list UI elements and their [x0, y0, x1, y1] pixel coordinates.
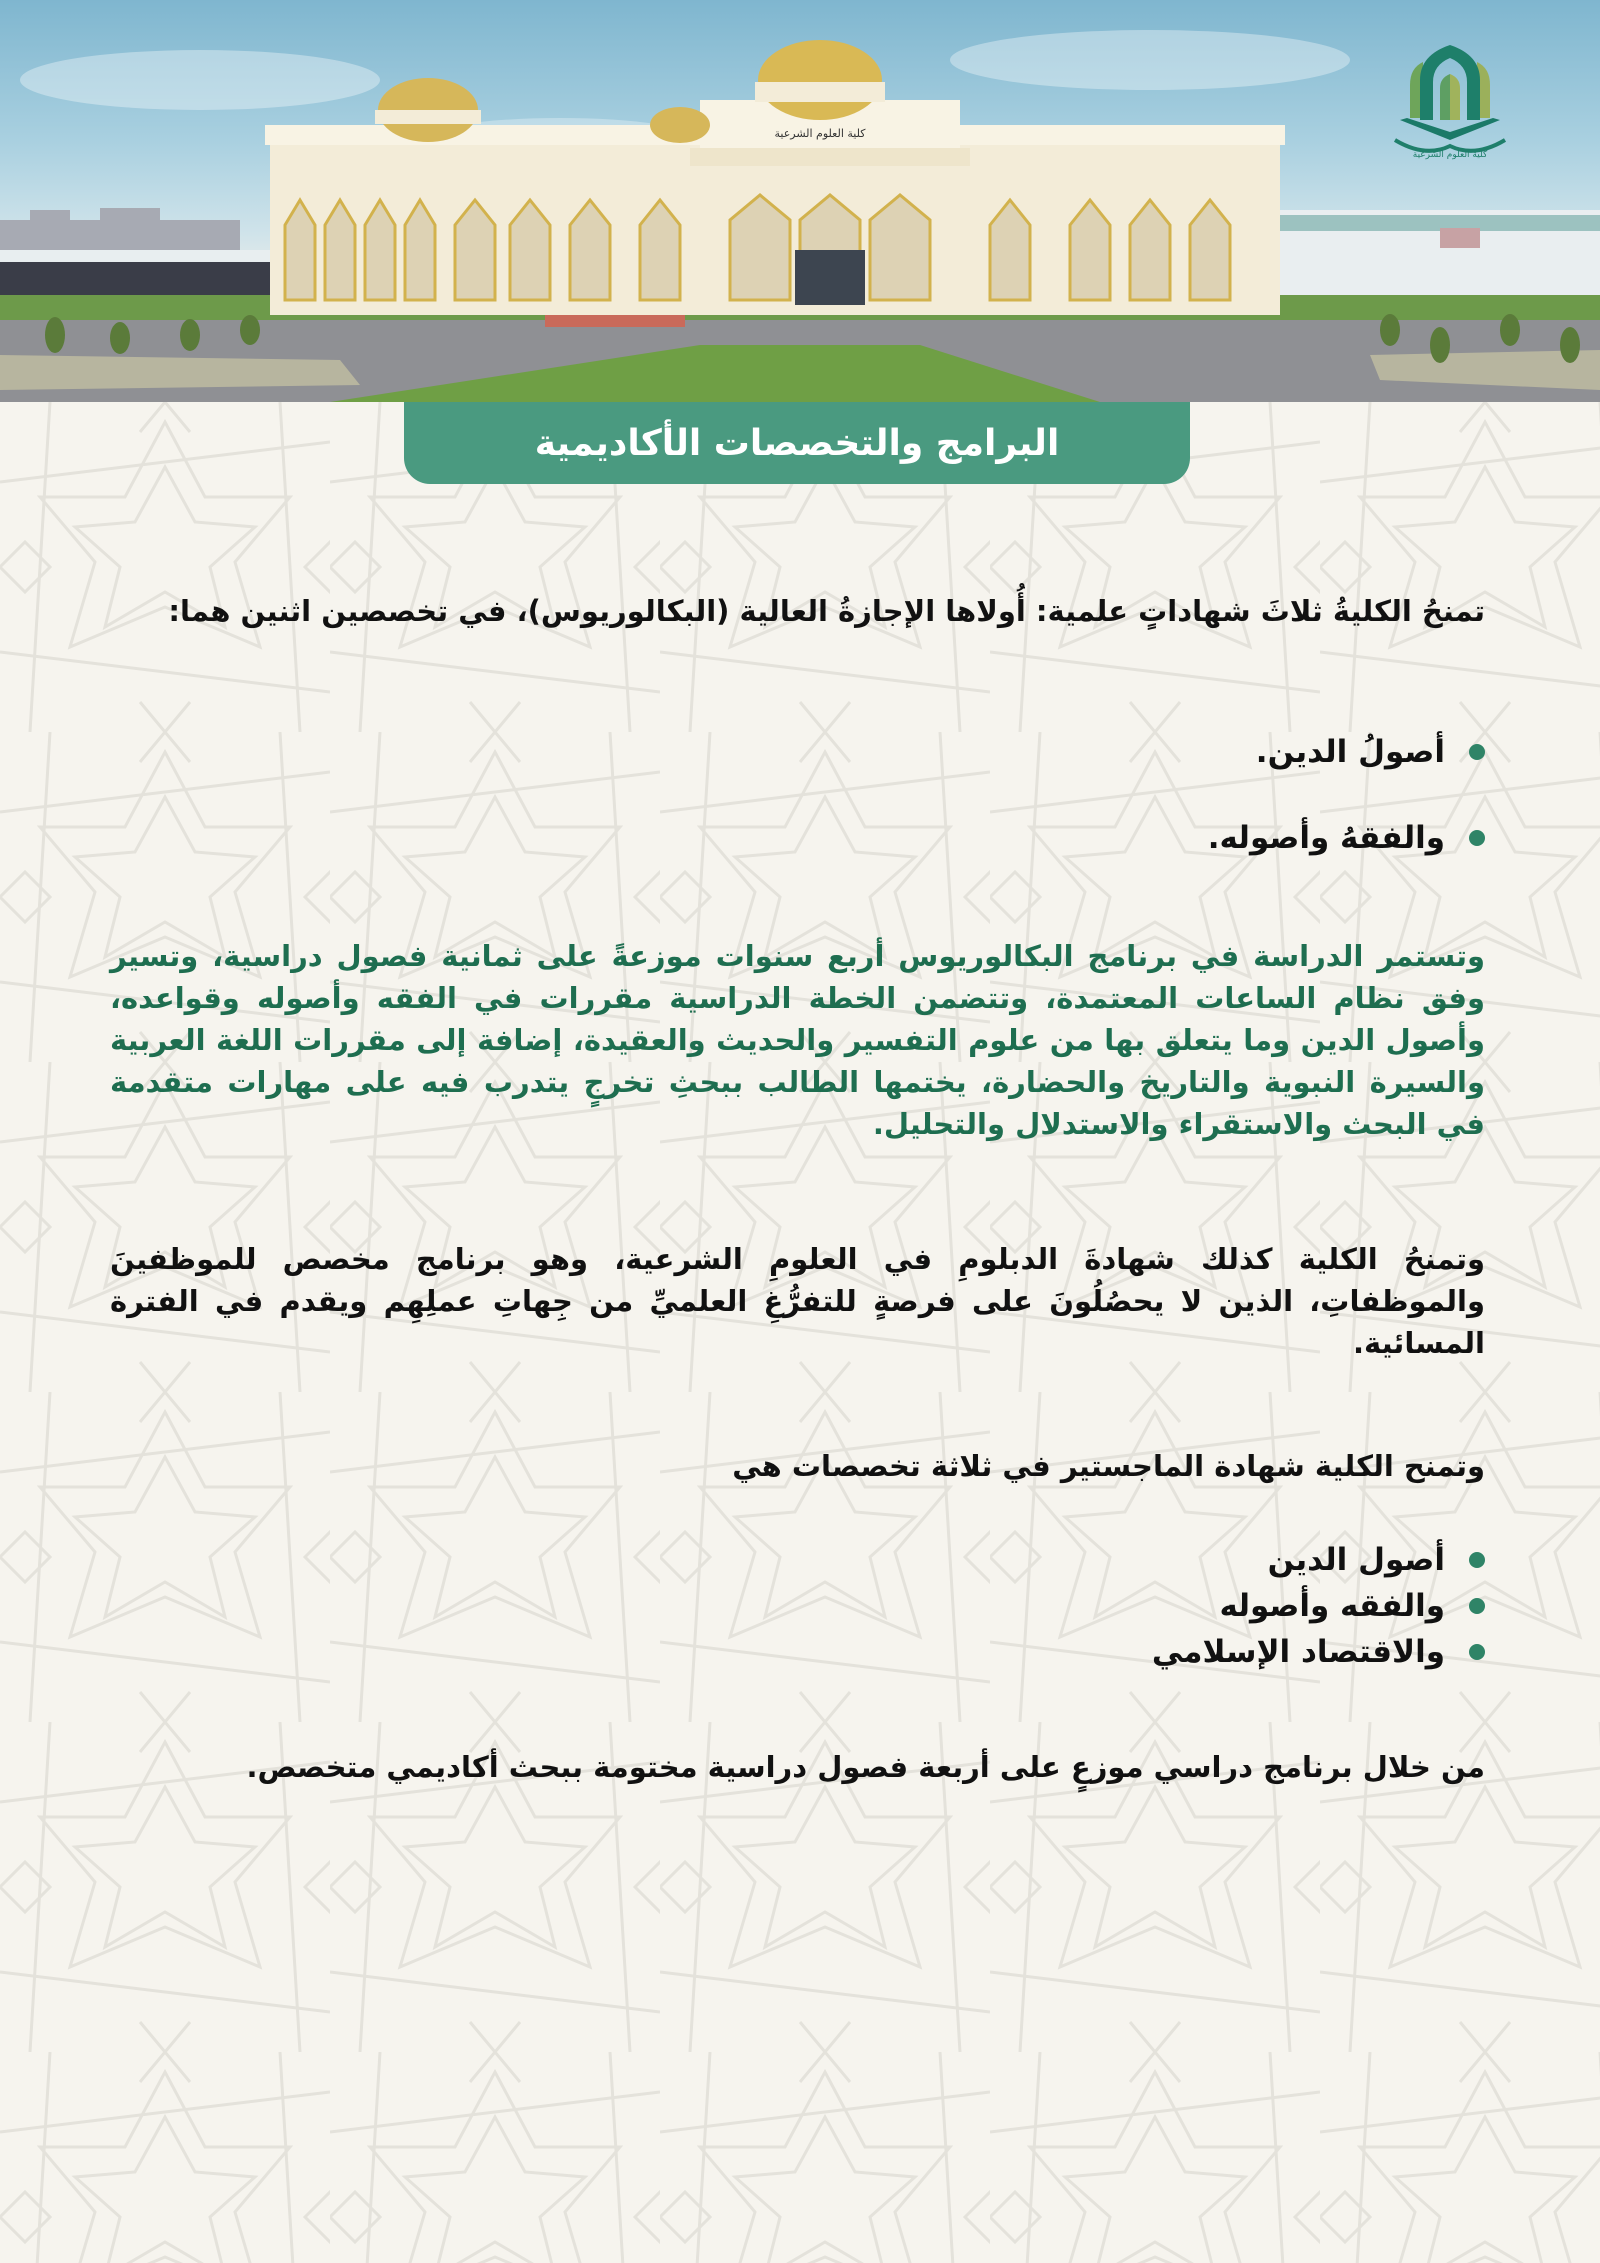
college-logo-icon: [1385, 40, 1515, 160]
list-item: [1208, 720, 1485, 784]
header-photo: [0, 0, 1600, 402]
list-item-label: والاقتصاد الإسلامي: [1151, 1634, 1445, 1670]
master-description-paragraph: من خلال برنامج دراسي موزعٍ على أربعة فصول دراسية مختومة ببحث أكاديمي متخصص.: [246, 1750, 1485, 1784]
bullet-icon: [1469, 1598, 1485, 1614]
page-title: البرامج والتخصصات الأكاديمية: [534, 422, 1060, 464]
svg-text:كلية العلوم الشرعية: كلية العلوم الشرعية: [1412, 150, 1488, 160]
intro-paragraph: تمنحُ الكليةُ ثلاثَ شهاداتٍ علمية: أُولاها الإجازةُ العالية (البكالوريوس)، في تخصصين اثنين هما:: [168, 594, 1485, 628]
master-intro-paragraph: وتمنح الكلية شهادة الماجستير في ثلاثة تخصصات هي: [732, 1449, 1485, 1483]
list-item-label: أصول الدين: [1267, 1542, 1445, 1578]
list-item: [1208, 806, 1485, 870]
svg-text:كلية العلوم الشرعية: كلية العلوم الشرعية: [774, 127, 866, 140]
list-item: [1152, 1632, 1485, 1672]
list-item-label: أصولُ الدين.: [1255, 734, 1445, 770]
diploma-description-paragraph: وتمنحُ الكلية كذلك شهادةَ الدبلومِ في العلومِ الشرعية، وهو برنامج مخصص للموظفينَ والموظفاتِ، الذين لا يحصُلُونَ على فرصةٍ للتفرُّغِ العلميِّ من جِهاتِ عملِهِم ويقدم في الفترة المسائية.: [110, 1242, 1485, 1360]
list-item: [1152, 1586, 1485, 1626]
bullet-icon: [1469, 1644, 1485, 1660]
bullet-icon: [1469, 744, 1485, 760]
list-item-label: والفقهُ وأصوله.: [1207, 820, 1445, 856]
bachelor-description-paragraph: وتستمر الدراسة في برنامج البكالوريوس أربع سنوات موزعةً على ثمانية فصول دراسية، وتسير وفق نظام الساعات المعتمدة، وتتضمن الخطة الدراسية مقررات في الفقه وأصوله وقواعده، وأصول الدين وما يتعلق بها من علوم التفسير والحديث والعقيدة، إضافة إلى مقررات اللغة العربية والسيرة النبوية والتاريخ والحضارة، يختمها الطالب ببحثِ تخرجٍ يتدرب فيه على مهارات متقدمة في البحث والاستقراء والاستدلال والتحليل.: [110, 939, 1485, 1141]
bullet-icon: [1469, 1552, 1485, 1568]
list-item-label: والفقه وأصوله: [1219, 1588, 1445, 1624]
master-specializations-list: [1152, 1540, 1485, 1678]
title-banner: [404, 402, 1190, 484]
bullet-icon: [1469, 830, 1485, 846]
list-item: [1152, 1540, 1485, 1580]
bachelor-specializations-list: [1208, 720, 1485, 892]
